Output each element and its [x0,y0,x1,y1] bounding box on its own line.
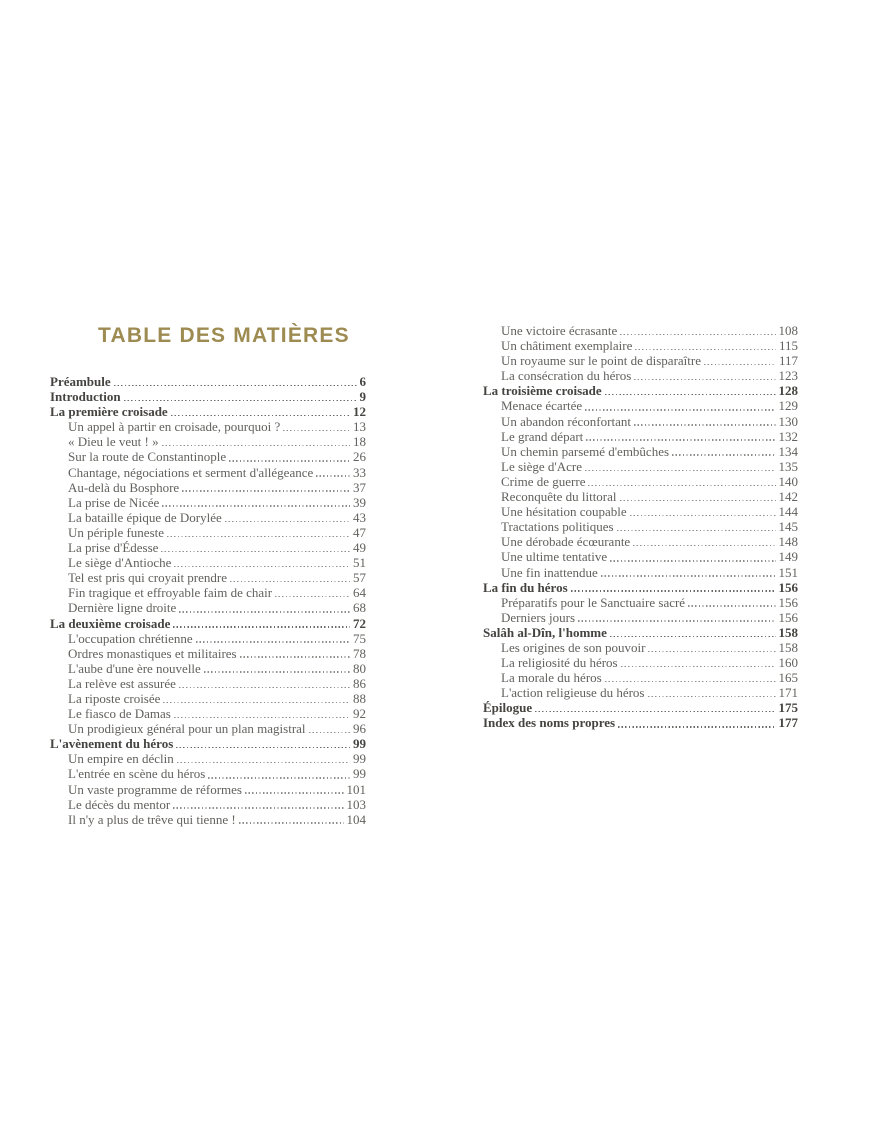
toc-entry-page: 140 [778,473,798,489]
toc-entry [50,449,366,464]
toc-entry [50,631,366,646]
toc-entry [50,736,366,751]
toc-entry-label: Une fin inattendue [501,564,598,580]
toc-entry [483,398,798,413]
toc-leader-dots [585,470,775,471]
toc-leader-dots [225,521,350,522]
toc-entry-label: Introduction [50,389,121,405]
toc-entry-page: 9 [359,389,366,405]
toc-leader-dots [635,349,776,350]
toc-entry-page: 80 [353,660,366,676]
toc-entry-page: 135 [778,458,798,474]
toc-entry-label: Un périple funeste [68,524,165,540]
toc-entry [483,549,798,564]
toc-entry-label: Tel est pris qui croyait prendre [68,570,228,586]
toc-entry-page: 99 [353,751,366,767]
toc-entry-page: 26 [353,449,366,465]
toc-entry-label: L'occupation chrétienne [68,630,193,646]
toc-entry [483,655,798,670]
toc-entry-label: Fin tragique et effroyable faim de chair [68,585,273,601]
toc-entry [483,580,798,595]
toc-entry-label: La religiosité du héros [501,655,618,671]
toc-entry-page: 151 [778,564,798,580]
toc-leader-dots [239,822,344,823]
toc-leader-dots [634,379,775,380]
toc-entry-page: 177 [778,715,798,731]
toc-entry-page: 142 [778,489,798,505]
toc-entry-label: Le décès du mentor [68,796,171,812]
toc-entry-page: 39 [353,494,366,510]
toc-entry [483,685,798,700]
toc-leader-dots [230,581,350,582]
toc-leader-dots [245,792,344,793]
toc-entry-page: 108 [778,323,798,338]
toc-entry-label: Ordres monastiques et militaires [68,645,237,661]
toc-entry [483,429,798,444]
toc-entry-page: 64 [353,585,366,601]
toc-entry-label: Le grand départ [501,428,584,444]
toc-entry-page: 144 [778,504,798,520]
toc-leader-dots [309,732,350,733]
toc-entry [50,766,366,781]
toc-entry-label: Un appel à partir en croisade, pourquoi ? [68,419,281,435]
toc-leader-dots [578,620,775,621]
toc-entry-label: La troisième croisade [483,383,602,399]
toc-entry-page: 145 [778,519,798,535]
toc-entry-page: 128 [778,383,798,399]
toc-leader-dots [620,334,775,335]
toc-leader-dots [605,394,776,395]
toc-entry-label: La première croisade [50,404,168,420]
toc-entry-label: Il n'y a plus de trêve qui tienne ! [68,811,236,827]
toc-entry-page: 99 [353,736,366,752]
toc-entry [50,721,366,736]
toc-leader-dots [114,385,357,386]
toc-entry [50,525,366,540]
toc-leader-dots [229,460,350,461]
toc-entry-page: 130 [778,413,798,429]
toc-leader-dots [633,545,775,546]
toc-entry-page: 47 [353,524,366,540]
toc-entry-page: 68 [353,600,366,616]
toc-leader-dots [182,490,350,491]
toc-leader-dots [535,711,775,712]
toc-entry-page: 12 [353,404,366,420]
toc-entry [483,414,798,429]
toc-entry [483,700,798,715]
toc-entry [483,444,798,459]
toc-entry-page: 148 [778,534,798,550]
toc-entry-label: La riposte croisée [68,690,161,706]
toc-entry-page: 129 [778,398,798,414]
toc-entry [50,434,366,449]
toc-leader-dots [208,777,350,778]
page-title: TABLE DES MATIÈRES [98,324,350,347]
toc-leader-dots [204,671,350,672]
toc-entry-page: 88 [353,690,366,706]
toc-entry [483,534,798,549]
toc-entry-label: La fin du héros [483,579,568,595]
toc-entry [483,459,798,474]
toc-leader-dots [672,454,775,455]
toc-leader-dots [171,415,350,416]
toc-leader-dots [196,641,350,642]
toc-entry-page: 115 [778,338,798,354]
toc-entry-label: Tractations politiques [501,519,614,535]
toc-entry-label: La prise d'Édesse [68,540,159,556]
toc-entry-label: Préparatifs pour le Sanctuaire sacré [501,594,686,610]
toc-entry [50,465,366,480]
toc-entry [50,691,366,706]
toc-entry [50,661,366,676]
toc-entry-label: La relève est assurée [68,675,176,691]
toc-entry-label: L'aube d'une ère nouvelle [68,660,201,676]
toc-entry-page: 33 [353,464,366,480]
toc-entry [483,338,798,353]
toc-entry [50,510,366,525]
toc-entry-page: 103 [346,796,366,812]
toc-entry [483,353,798,368]
toc-entry-label: Le fiasco de Damas [68,706,171,722]
toc-leader-dots [174,566,350,567]
toc-entry-label: Une hésitation coupable [501,504,627,520]
toc-entry-page: 6 [359,374,366,389]
toc-leader-dots [173,807,343,808]
toc-entry-page: 78 [353,645,366,661]
toc-entry-label: Chantage, négociations et serment d'allégeance [68,464,314,480]
toc-entry [483,383,798,398]
toc-entry [483,625,798,640]
toc-entry [483,640,798,655]
toc-entry-page: 13 [353,419,366,435]
toc-entry-label: La bataille épique de Dorylée [68,509,222,525]
toc-entry [50,389,366,404]
toc-entry [50,480,366,495]
toc-leader-dots [174,717,350,718]
toc-entry-label: Une dérobade écœurante [501,534,631,550]
toc-entry-page: 165 [778,670,798,686]
toc-leader-dots [162,445,350,446]
toc-entry [50,374,366,389]
toc-entry-label: Un prodigieux général pour un plan magistral [68,721,306,737]
toc-leader-dots [601,575,776,576]
toc-entry [50,600,366,615]
toc-entry-page: 160 [778,655,798,671]
toc-entry-page: 92 [353,706,366,722]
toc-entry [483,504,798,519]
toc-entry [483,519,798,534]
toc-entry-label: Au-delà du Bosphore [68,479,180,495]
toc-leader-dots [610,636,776,637]
toc-entry-label: Un abandon réconfortant [501,413,631,429]
toc-leader-dots [688,605,775,606]
toc-entry-label: La morale du héros [501,670,602,686]
toc-entry-page: 86 [353,675,366,691]
toc-column-right [483,323,798,731]
toc-entry-page: 57 [353,570,366,586]
toc-leader-dots [630,515,776,516]
toc-leader-dots [621,666,776,667]
toc-leader-dots [617,530,776,531]
toc-entry [50,404,366,419]
toc-entry-page: 104 [346,811,366,827]
toc-entry [483,489,798,504]
toc-entry [483,474,798,489]
toc-entry-page: 158 [778,639,798,655]
toc-entry-page: 75 [353,630,366,646]
toc-entry [50,540,366,555]
toc-entry [50,585,366,600]
toc-entry-page: 134 [778,443,798,459]
toc-leader-dots [163,702,350,703]
toc-entry [483,368,798,383]
toc-entry [50,495,366,510]
toc-entry [50,797,366,812]
toc-leader-dots [571,590,776,591]
toc-entry [50,570,366,585]
toc-entry-page: 51 [353,555,366,571]
toc-leader-dots [704,364,776,365]
toc-leader-dots [179,687,350,688]
toc-entry-page: 156 [778,579,798,595]
toc-leader-dots [240,656,350,657]
toc-leader-dots [586,439,775,440]
toc-entry-page: 156 [778,609,798,625]
toc-entry [50,782,366,797]
toc-entry-label: Le siège d'Acre [501,458,583,474]
toc-entry-label: Menace écartée [501,398,583,414]
toc-leader-dots [177,762,350,763]
toc-entry-label: L'action religieuse du héros [501,685,645,701]
toc-entry-label: Dernière ligne droite [68,600,177,616]
toc-column-left [50,374,366,827]
toc-entry [50,646,366,661]
toc-leader-dots [620,500,776,501]
toc-entry [50,555,366,570]
toc-entry-label: L'avènement du héros [50,736,174,752]
toc-leader-dots [275,596,350,597]
toc-entry [483,670,798,685]
toc-entry-label: Épilogue [483,700,533,716]
toc-entry-label: Une victoire écrasante [501,323,618,338]
toc-entry [50,706,366,721]
toc-leader-dots [585,409,775,410]
toc-entry-label: Préambule [50,374,111,389]
toc-entry-page: 101 [346,781,366,797]
toc-entry [50,676,366,691]
toc-entry-page: 123 [778,368,798,384]
toc-entry-label: La prise de Nicée [68,494,160,510]
toc-entry-label: Index des noms propres [483,715,616,731]
toc-entry [50,751,366,766]
toc-leader-dots [124,400,357,401]
toc-entry-label: Sur la route de Constantinople [68,449,227,465]
toc-leader-dots [161,551,350,552]
toc-entry-label: Un châtiment exemplaire [501,338,633,354]
toc-entry-page: 171 [778,685,798,701]
toc-entry-label: Le siège d'Antioche [68,555,172,571]
toc-entry-page: 72 [353,615,366,631]
toc-entry-label: Crime de guerre [501,473,586,489]
toc-entry-page: 158 [778,624,798,640]
toc-entry-page: 149 [778,549,798,565]
toc-entry-label: Derniers jours [501,609,576,625]
toc-entry [50,616,366,631]
toc-entry-page: 49 [353,540,366,556]
toc-entry-label: L'entrée en scène du héros [68,766,206,782]
toc-entry-page: 43 [353,509,366,525]
toc-entry-page: 156 [778,594,798,610]
toc-entry-page: 117 [778,353,798,369]
toc-leader-dots [176,747,350,748]
toc-entry [50,812,366,827]
toc-leader-dots [179,611,350,612]
toc-entry-label: La consécration du héros [501,368,632,384]
toc-entry-page: 18 [353,434,366,450]
toc-entry [483,565,798,580]
toc-entry [483,595,798,610]
toc-leader-dots [173,626,350,627]
toc-entry-label: Reconquête du littoral [501,489,617,505]
toc-leader-dots [283,430,350,431]
toc-entry [483,323,798,338]
toc-leader-dots [634,424,776,425]
toc-leader-dots [618,726,775,727]
toc-leader-dots [605,681,776,682]
toc-leader-dots [588,485,775,486]
toc-leader-dots [648,696,776,697]
toc-leader-dots [162,505,350,506]
toc-entry-label: Un empire en déclin [68,751,174,767]
toc-entry-label: Salâh al-Dîn, l'homme [483,624,607,640]
toc-entry [50,419,366,434]
toc-entry-label: Un royaume sur le point de disparaître [501,353,701,369]
toc-leader-dots [648,651,775,652]
toc-leader-dots [610,560,775,561]
toc-leader-dots [167,536,350,537]
toc-entry-page: 37 [353,479,366,495]
toc-entry-label: Un vaste programme de réformes [68,781,242,797]
toc-entry-label: La deuxième croisade [50,615,171,631]
toc-entry-label: « Dieu le veut ! » [68,434,159,450]
toc-entry-label: Une ultime tentative [501,549,608,565]
toc-entry-page: 175 [778,700,798,716]
toc-entry-label: Les origines de son pouvoir [501,639,646,655]
toc-entry-page: 132 [778,428,798,444]
toc-entry-page: 96 [353,721,366,737]
toc-entry [483,610,798,625]
toc-entry-label: Un chemin parsemé d'embûches [501,443,670,459]
toc-entry [483,715,798,730]
toc-entry-page: 99 [353,766,366,782]
toc-leader-dots [316,475,350,476]
